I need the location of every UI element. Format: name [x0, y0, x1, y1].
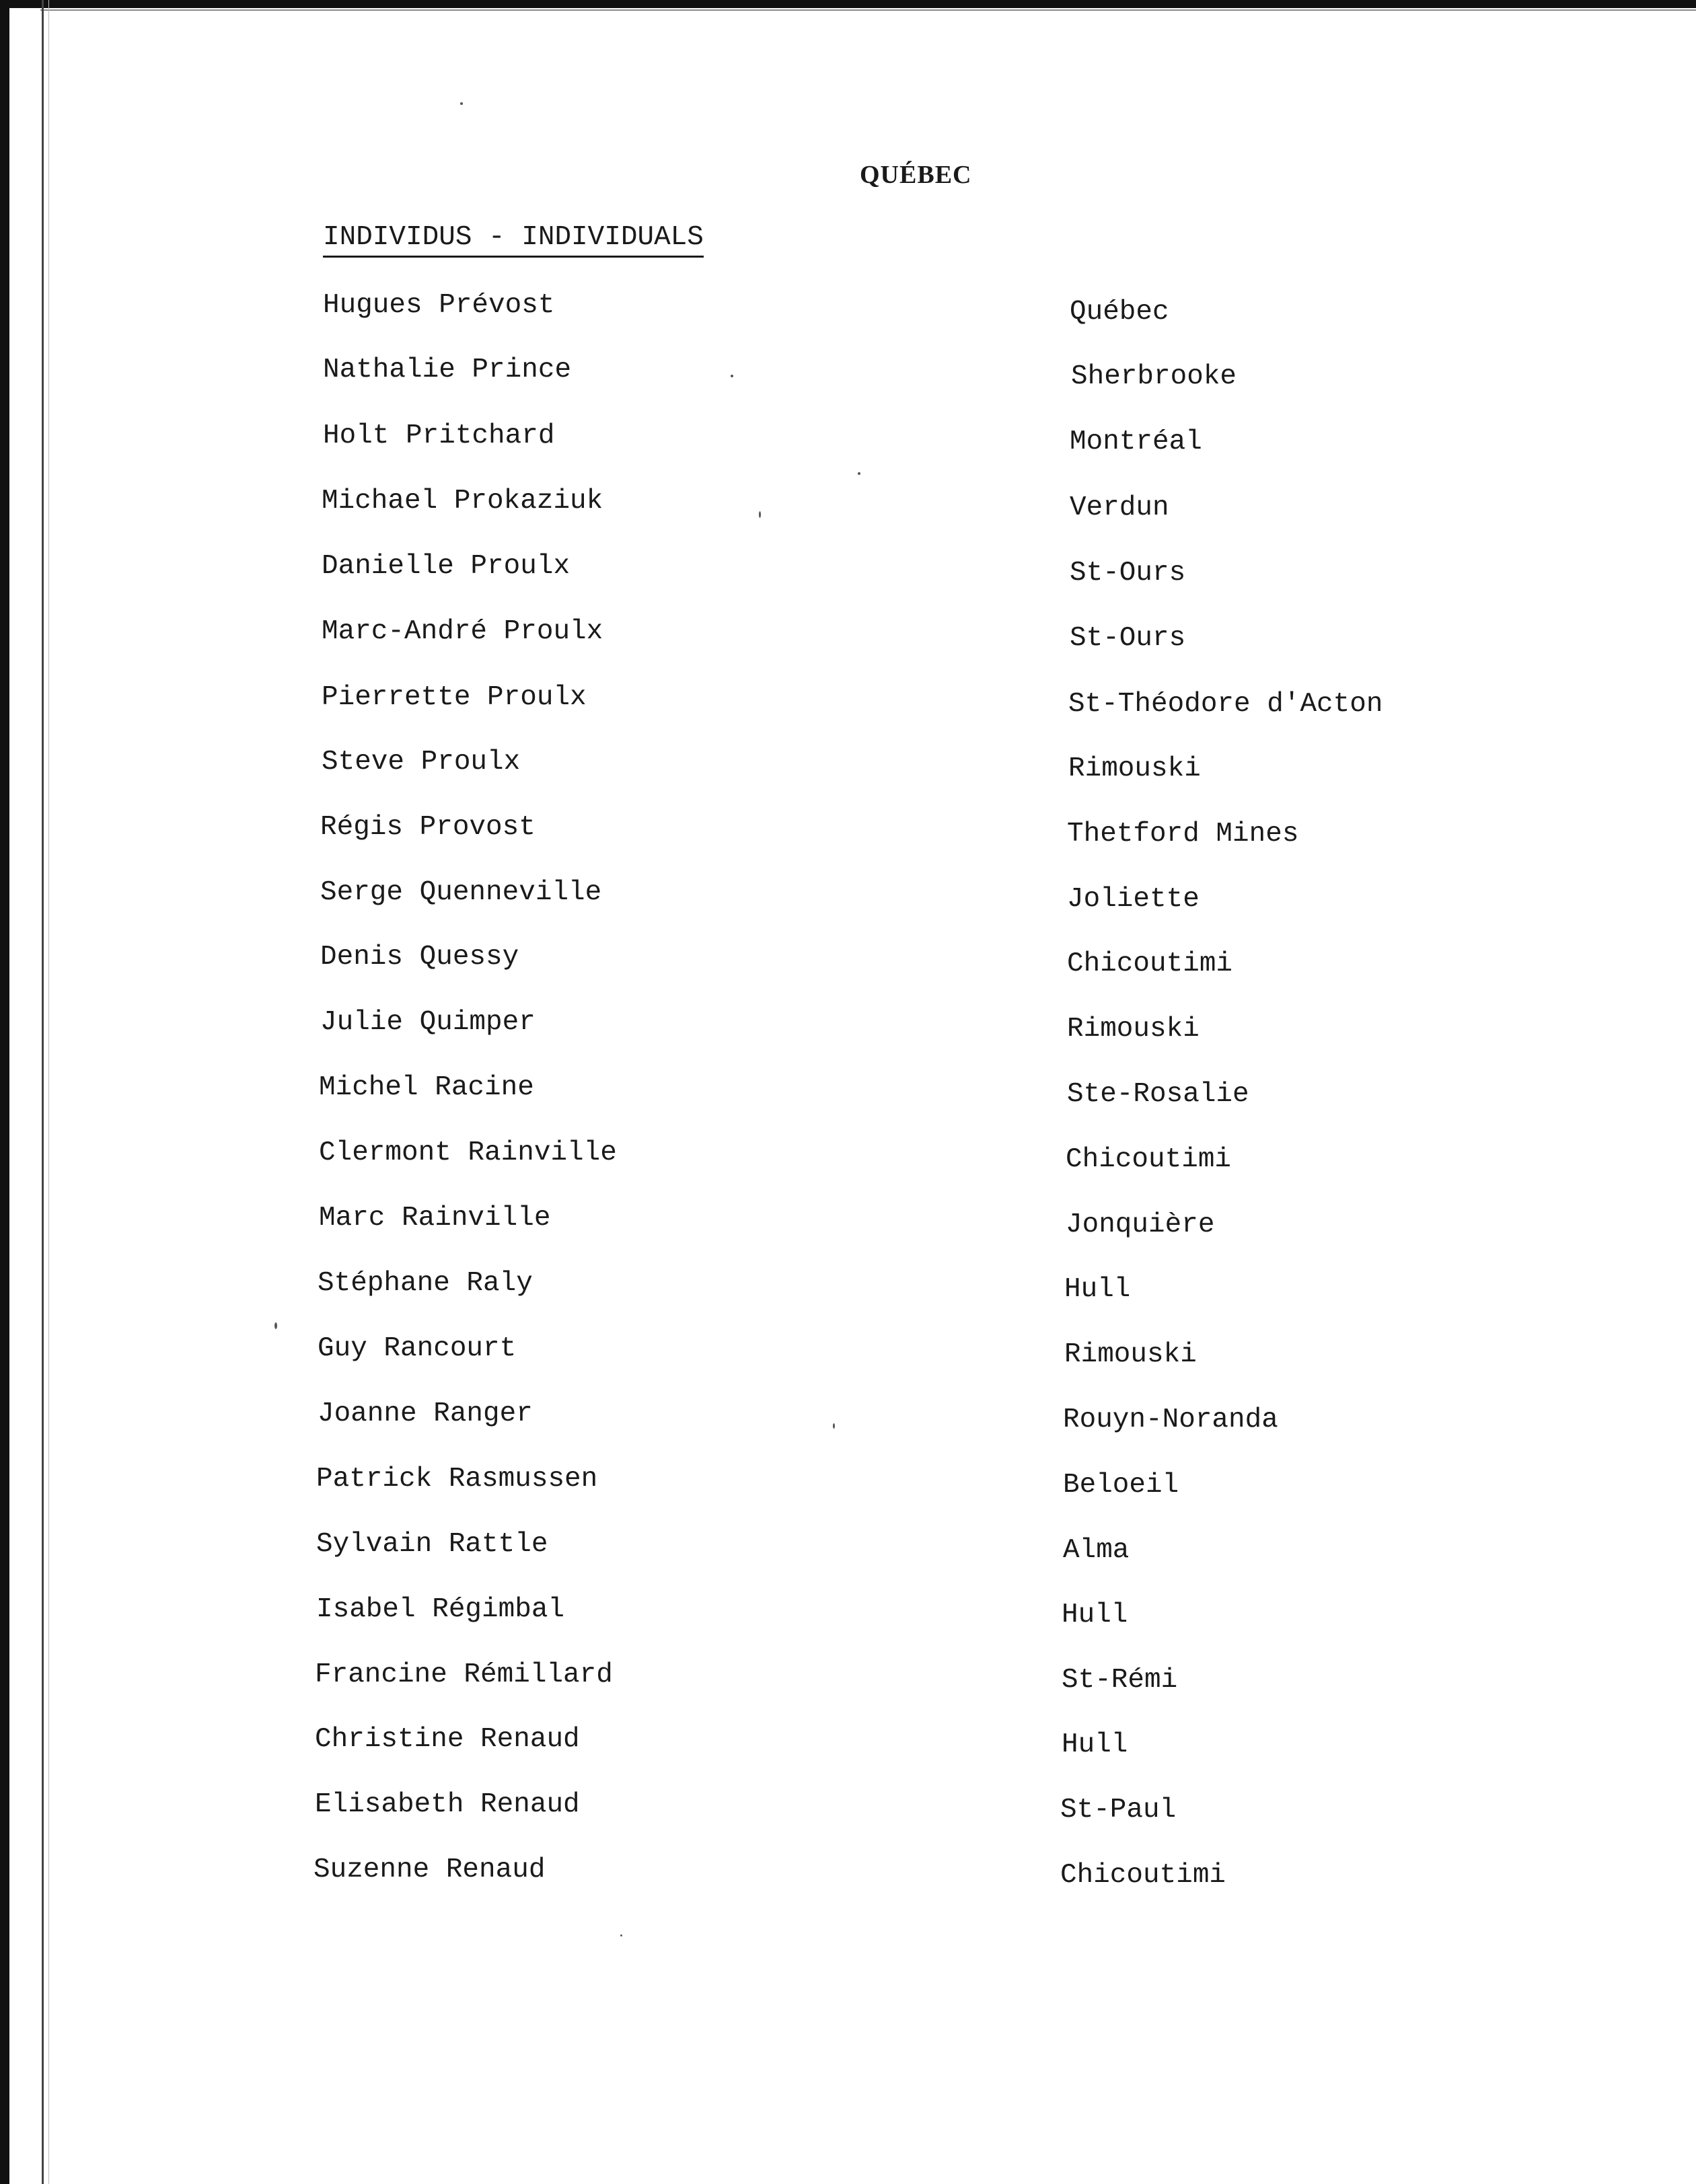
entry-name: Elisabeth Renaud	[315, 1789, 580, 1820]
section-heading: INDIVIDUS - INDIVIDUALS	[323, 222, 704, 258]
entry-city: Sherbrooke	[1071, 361, 1237, 392]
entry-city: Thetford Mines	[1067, 819, 1299, 850]
entry-name: Isabel Régimbal	[316, 1594, 565, 1625]
entry-city: Hull	[1062, 1729, 1128, 1760]
page-left-rule	[42, 0, 44, 2184]
page-left-faint-rule	[48, 0, 49, 2184]
entry-name: Michael Prokaziuk	[322, 486, 603, 517]
entry-name: Francine Rémillard	[315, 1659, 613, 1690]
entry-city: Joliette	[1067, 884, 1200, 915]
entry-name: Suzenne Renaud	[314, 1854, 546, 1885]
entry-city: Rouyn-Noranda	[1063, 1404, 1278, 1435]
entry-city: Chicoutimi	[1060, 1860, 1226, 1891]
entry-name: Guy Rancourt	[318, 1333, 517, 1364]
entry-name: Marc Rainville	[319, 1203, 551, 1234]
entry-name: Nathalie Prince	[323, 354, 572, 385]
entry-name: Sylvain Rattle	[316, 1529, 548, 1560]
entry-city: Rimouski	[1067, 1014, 1200, 1045]
entry-city: Ste-Rosalie	[1067, 1079, 1249, 1110]
scan-speck	[731, 375, 733, 377]
scan-speck	[833, 1423, 835, 1429]
entry-name: Holt Pritchard	[323, 420, 555, 451]
page-top-border	[0, 0, 1696, 8]
entry-city: St-Rémi	[1062, 1665, 1178, 1696]
entry-name: Stéphane Raly	[318, 1268, 533, 1299]
scan-speck	[858, 472, 860, 475]
entry-city: Montréal	[1070, 426, 1202, 457]
scan-speck	[620, 1934, 622, 1936]
entry-name: Michel Racine	[319, 1072, 534, 1103]
entry-city: Hull	[1062, 1599, 1128, 1630]
entry-city: Chicoutimi	[1066, 1144, 1232, 1175]
entry-city: Jonquière	[1066, 1209, 1215, 1240]
entry-city: St-Théodore d'Acton	[1068, 689, 1383, 720]
entry-city: Beloeil	[1063, 1470, 1179, 1501]
entry-name: Christine Renaud	[315, 1724, 580, 1755]
entry-name: Joanne Ranger	[318, 1398, 533, 1429]
page-title: QUÉBEC	[860, 161, 972, 189]
entry-name: Clermont Rainville	[319, 1137, 617, 1168]
page-left-border	[0, 0, 9, 2184]
entry-city: St-Ours	[1070, 623, 1186, 654]
entry-city: St-Ours	[1070, 558, 1186, 589]
entry-name: Julie Quimper	[320, 1007, 536, 1038]
entry-name: Patrick Rasmussen	[316, 1464, 598, 1495]
scan-speck	[759, 511, 761, 518]
scan-speck	[274, 1322, 277, 1329]
scan-speck	[460, 102, 463, 105]
entry-city: Verdun	[1070, 492, 1169, 523]
entry-city: Hull	[1064, 1274, 1131, 1305]
entry-name: Marc-André Proulx	[322, 616, 603, 647]
entry-name: Hugues Prévost	[323, 290, 555, 321]
entry-city: St-Paul	[1060, 1795, 1177, 1825]
entry-city: Alma	[1063, 1535, 1130, 1566]
entry-name: Steve Proulx	[322, 747, 521, 778]
entry-name: Denis Quessy	[320, 942, 519, 973]
entry-city: Chicoutimi	[1067, 948, 1233, 979]
entry-name: Régis Provost	[320, 812, 536, 843]
page-top-rule	[40, 9, 1696, 11]
entry-city: Québec	[1070, 297, 1169, 328]
entry-name: Serge Quenneville	[320, 877, 602, 908]
entry-name: Pierrette Proulx	[322, 682, 587, 713]
entry-name: Danielle Proulx	[322, 551, 570, 582]
entry-city: Rimouski	[1064, 1339, 1197, 1370]
entry-city: Rimouski	[1068, 753, 1201, 784]
